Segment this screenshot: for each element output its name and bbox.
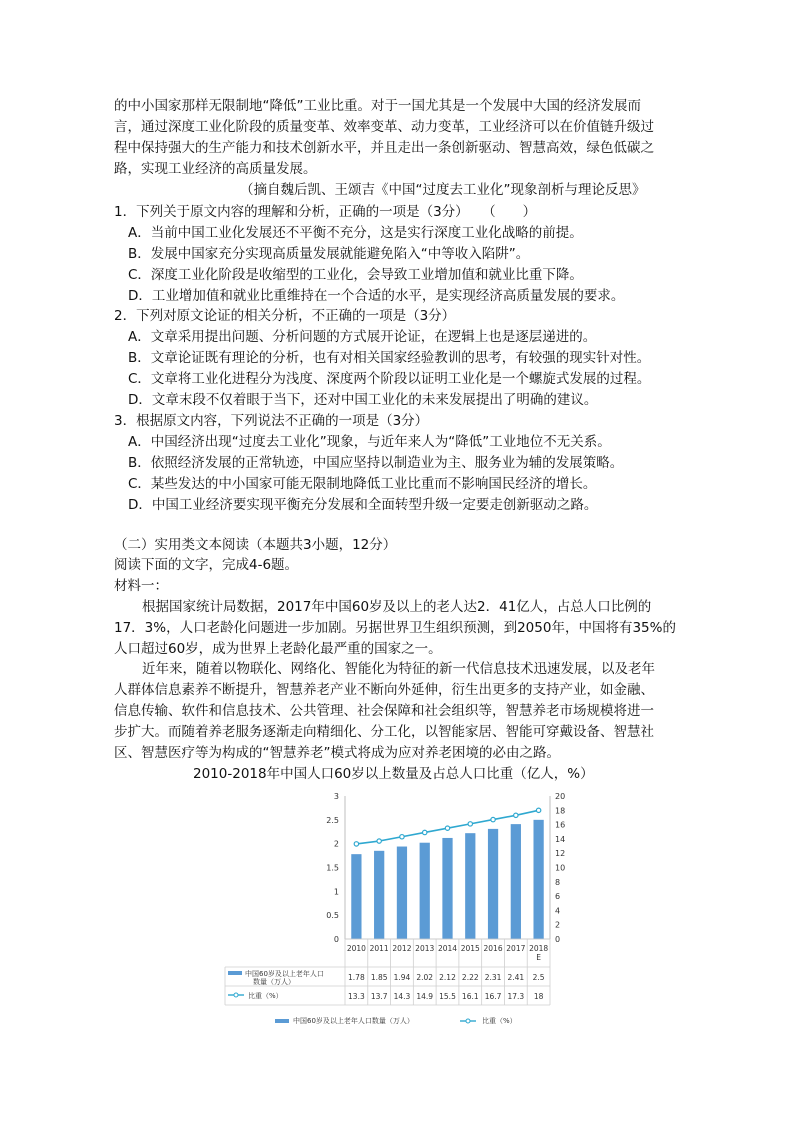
table-cell: 1.78	[348, 973, 365, 982]
paragraph-line: 17．3%，人口老龄化问题进一步加剧。另据世界卫生组织预测，到2050年，中国将有35%的	[114, 620, 676, 636]
right-axis-tick-label: 4	[555, 906, 561, 916]
x-tick-label: E	[536, 953, 541, 962]
right-axis-tick-label: 16	[555, 820, 566, 830]
left-axis-tick-label: 0	[333, 935, 339, 944]
table-cell: 2.31	[484, 973, 502, 982]
question-3-stem: 3．根据原文内容，下列说法不正确的一项是（3分）	[114, 413, 429, 429]
bar-2016	[488, 829, 498, 939]
left-axis-tick-label: 1	[333, 887, 339, 897]
chart-title: 2010-2018年中国人口60岁以上数量及占总人口比重（亿人，%）	[193, 766, 594, 782]
table-cell: 1.94	[393, 973, 411, 982]
paragraph-line: 区、智慧医疗等为构成的“智慧养老”模式将成为应对养老困境的必由之路。	[114, 745, 560, 761]
ratio-point-2011	[377, 839, 381, 843]
table-cell: 13.7	[370, 992, 388, 1001]
right-axis-tick-label: 18	[555, 806, 566, 816]
x-tick-label: 2012	[392, 944, 412, 953]
right-axis-tick-label: 6	[555, 892, 561, 902]
legend-label-line: 比重（%）	[482, 1017, 517, 1025]
question-1-option-b: B．发展中国家充分实现高质量发展就能避免陷入“中等收入陷阱”。	[128, 246, 530, 262]
table-cell: 15.5	[439, 992, 456, 1001]
left-axis-tick-label: 1.5	[326, 863, 339, 873]
question-2-option-b: B．文章论证既有理论的分析，也有对相关国家经验教训的思考，有较强的现实针对性。	[128, 350, 651, 366]
left-axis-tick-label: 0.5	[326, 911, 339, 921]
question-2-option-a: A．文章采用提出问题、分析问题的方式展开论证，在逻辑上也是逐层递进的。	[128, 329, 597, 345]
right-axis-tick-label: 14	[555, 834, 566, 844]
bar-2015	[465, 833, 475, 939]
table-cell: 2.22	[461, 973, 479, 982]
legend-swatch-bar	[275, 1019, 289, 1023]
table-row-label: 数量（万人）	[253, 978, 295, 986]
table-cell: 13.3	[348, 992, 365, 1001]
legend-label-bar: 中国60岁及以上老年人口数量（万人）	[293, 1017, 414, 1025]
bar-2012	[397, 847, 407, 939]
table-cell: 14.9	[416, 992, 434, 1001]
ratio-point-2013	[423, 830, 427, 834]
table-row-label: 中国60岁及以上老年人口	[245, 970, 324, 978]
passage-line: 路，实现工业经济的高质量发展。	[114, 161, 317, 177]
table-cell: 2.12	[439, 973, 456, 982]
table-row-label: 比重（%）	[248, 992, 283, 1000]
question-1-option-c: C．深度工业化阶段是收缩型的工业化，会导致工业增加值和就业比重下降。	[128, 267, 583, 283]
passage-line: 言，通过深度工业化阶段的质量变革、效率变革、动力变革，工业经济可以在价值链升级过	[114, 119, 654, 135]
section-heading: （二）实用类文本阅读（本题共3小题，12分）	[114, 537, 397, 553]
bar-2013	[420, 843, 430, 939]
x-tick-label: 2018	[529, 944, 549, 953]
paragraph-line: 信息传输、软件和信息技术、公共管理、社会保障和社会组织等，智慧养老市场规模将进一	[114, 703, 654, 719]
ratio-point-2012	[400, 835, 404, 839]
right-axis-tick-label: 0	[555, 935, 561, 944]
question-2-option-c: C．文章将工业化进程分为浅度、深度两个阶段以证明工业化是一个螺旋式发展的过程。	[128, 371, 651, 387]
bar-2010	[351, 854, 361, 939]
question-1-option-a: A．当前中国工业化发展还不平衡不充分，这是实行深度工业化战略的前提。	[128, 225, 583, 241]
paragraph-line: 近年来，随着以物联化、网络化、智能化为特征的新一代信息技术迅速发展，以及老年	[142, 661, 655, 677]
section-instruction: 阅读下面的文字，完成4-6题。	[114, 557, 299, 573]
left-axis-tick-label: 2.5	[326, 815, 339, 825]
x-tick-label: 2015	[460, 944, 480, 953]
table-cell: 16.1	[461, 992, 479, 1001]
paragraph-line: 步扩大。而随着养老服务逐渐走向精细化、分工化，以智能家居、智能可穿戴设备、智慧社	[114, 724, 654, 740]
x-tick-label: 2011	[369, 944, 389, 953]
question-3-option-a: A．中国经济出现“过度去工业化”现象，与近年来人为“降低”工业地位不无关系。	[128, 434, 611, 450]
x-tick-label: 2014	[437, 944, 458, 953]
paragraph-line: 人口超过60岁，成为世界上老龄化最严重的国家之一。	[114, 641, 442, 657]
table-cell: 14.3	[393, 992, 411, 1001]
right-axis-tick-label: 20	[555, 792, 566, 801]
citation: （摘自魏后凯、王颂吉《中国“过度去工业化”现象剖析与理论反思》	[240, 182, 646, 198]
ratio-point-2018E	[536, 808, 540, 812]
passage-line: 的中小国家那样无限制地“降低”工业比重。对于一国尤其是一个发展中大国的经济发展而	[114, 98, 641, 114]
right-axis-tick-label: 2	[555, 920, 561, 930]
right-axis-tick-label: 12	[555, 849, 566, 859]
right-axis-tick-label: 10	[555, 863, 566, 873]
paragraph-line: 人群体信息素养不断提升，智慧养老产业不断向外延伸，衍生出更多的支持产业，如金融、	[114, 682, 654, 698]
ratio-point-2015	[468, 822, 472, 826]
table-cell: 1.85	[370, 973, 388, 982]
x-tick-label: 2013	[415, 944, 435, 953]
left-axis-tick-label: 3	[333, 792, 339, 801]
ratio-point-2017	[514, 813, 518, 817]
table-legend-swatch-marker	[234, 993, 238, 997]
material-label: 材料一：	[114, 578, 168, 594]
table-cell: 2.41	[507, 973, 525, 982]
question-3-option-d: D．中国工业经济要实现平衡充分发展和全面转型升级一定要走创新驱动之路。	[128, 497, 598, 513]
x-tick-label: 2010	[346, 944, 366, 953]
question-1-stem: 1．下列关于原文内容的理解和分析，正确的一项是（3分） （ ）	[114, 204, 537, 220]
question-1-option-d: D．工业增加值和就业比重维持在一个合适的水平，是实现经济高质量发展的要求。	[128, 288, 625, 304]
legend-swatch-marker	[466, 1019, 470, 1023]
ratio-point-2010	[354, 842, 358, 846]
question-3-option-c: C．某些发达的中小国家可能无限制地降低工业比重而不影响国民经济的增长。	[128, 476, 597, 492]
table-cell: 17.3	[507, 992, 525, 1001]
bar-2017	[511, 824, 521, 939]
left-axis-tick-label: 2	[333, 839, 339, 849]
table-cell: 16.7	[484, 992, 502, 1001]
x-tick-label: 2016	[483, 944, 503, 953]
question-2-option-d: D．文章末段不仅着眼于当下，还对中国工业化的未来发展提出了明确的建议。	[128, 392, 598, 408]
x-tick-label: 2017	[506, 944, 526, 953]
bar-2014	[442, 838, 452, 939]
paragraph-line: 根据国家统计局数据，2017年中国60岁及以上的老人达2．41亿人，占总人口比例的	[142, 599, 652, 615]
right-axis-tick-label: 8	[555, 877, 561, 887]
bar-2018E	[533, 820, 543, 939]
passage-line: 程中保持强大的生产能力和技术创新水平，并且走出一条创新驱动、智慧高效，绿色低碳之	[114, 140, 654, 156]
table-cell: 2.02	[416, 973, 434, 982]
table-cell: 18	[533, 992, 544, 1001]
ratio-point-2014	[445, 826, 449, 830]
question-2-stem: 2．下列对原文论证的相关分析，不正确的一项是（3分）	[114, 308, 456, 324]
table-cell: 2.5	[532, 973, 545, 982]
table-legend-swatch-bar	[228, 971, 242, 975]
ratio-point-2016	[491, 817, 495, 821]
population-chart	[220, 784, 580, 1029]
question-3-option-b: B．依照经济发展的正常轨迹，中国应坚持以制造业为主、服务业为辅的发展策略。	[128, 455, 624, 471]
bar-2011	[374, 851, 384, 939]
